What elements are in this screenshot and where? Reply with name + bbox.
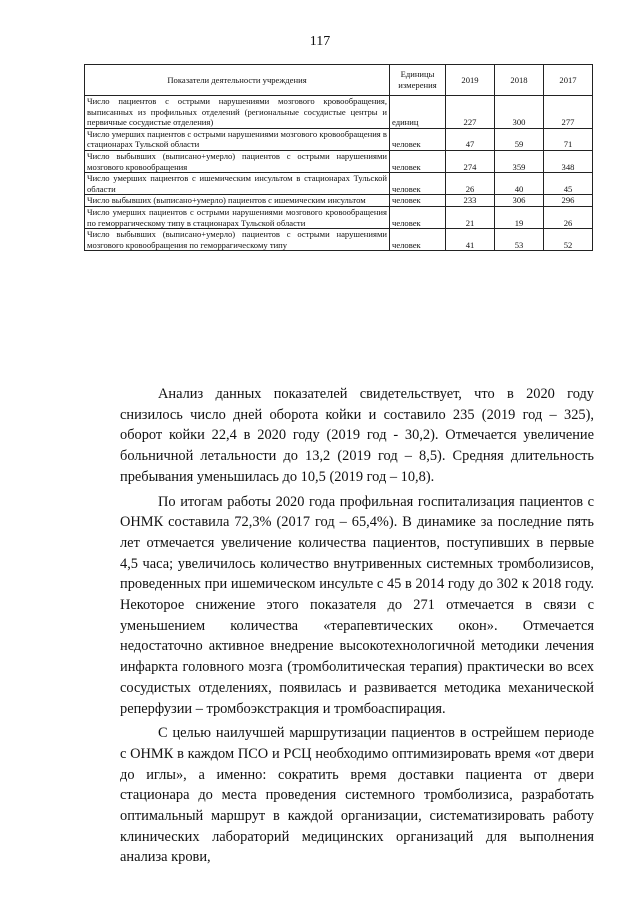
value-2019-cell: 21 [446,206,495,228]
table-row [85,195,593,207]
header-2019: 2019 [446,65,495,96]
indicator-cell: Число умерших пациентов с острыми нарушениями мозгового кровообращения в стационарах Тульской области [85,128,390,150]
indicators-table [84,64,593,251]
indicator-cell: Число пациентов с острыми нарушениями мозгового кровообращения, выписанных из профильных отделений (региональные сосудистые центры и первичные сосудистые отделения) [85,96,390,129]
value-2019-cell: 26 [446,173,495,195]
value-2017-cell: 26 [544,206,593,228]
table-row [85,128,593,150]
indicator-cell: Число умерших пациентов с ишемическим инсультом в стационарах Тульской области [85,173,390,195]
value-2017-cell: 348 [544,150,593,172]
unit-cell: человек [390,150,446,172]
table-header-row [85,65,593,96]
table-row [85,150,593,172]
indicator-cell: Число выбывших (выписано+умерло) пациентов с острыми нарушениями мозгового кровообращения [85,150,390,172]
paragraph: По итогам работы 2020 года профильная госпитализация пациентов с ОНМК составила 72,3% (2017 год – 65,4%). В динамике за последние пять лет отмечается увеличение количества пациентов, поступивших в первые 4,5 часа; увеличилось количество внутривенных системных тромболизисов, проведенных при ишемическом инсульте с 45 в 2014 году до 302 к 2018 году. Некоторое снижение этого показателя до 271 отмечается в связи с уменьшением количества «терапевтических окон». Отмечается недостаточно активное внедрение высокотехнологичной методики лечения инфаркта головного мозга (тромболитическая терапия) практически во всех сосудистых отделениях, появилась и развивается методика механической реперфузии – тромбоэкстракция и тромбоаспирация. [120,493,594,717]
table-row [85,173,593,195]
value-2017-cell: 296 [544,195,593,207]
value-2018-cell: 59 [495,128,544,150]
value-2017-cell: 71 [544,128,593,150]
header-2018: 2018 [495,65,544,96]
value-2018-cell: 359 [495,150,544,172]
value-2018-cell: 19 [495,206,544,228]
value-2018-cell: 306 [495,195,544,207]
table-row [85,206,593,228]
paragraph: Анализ данных показателей свидетельствует, что в 2020 году снизилось число дней оборота койки и составило 235 (2019 год – 325), оборот койки 22,4 в 2020 году (2019 год - 30,2). Отмечается увеличение больничной летальности до 13,2 (2019 год – 8,5). Средняя длительность пребывания уменьшилась до 10,5 (2019 год – 10,8). [120,386,594,485]
paragraph: С целью наилучшей маршрутизации пациентов в острейшем периоде с ОНМК в каждом ПСО и РСЦ необходимо оптимизировать время «от двери до иглы», а именно: сократить время доставки пациента от двери стационара до места проведения системного тромболизиса, разработать оптимальный маршрут в каждой организации, систематизировать работу клинических лабораторий медицинских организаций для выполнения анализа крови, [120,725,594,866]
value-2018-cell: 53 [495,229,544,251]
value-2019-cell: 233 [446,195,495,207]
value-2018-cell: 40 [495,173,544,195]
table-row [85,96,593,129]
page-number: 117 [309,34,331,49]
header-unit: Единицы измерения [390,65,446,96]
unit-cell: человек [390,195,446,207]
value-2017-cell: 45 [544,173,593,195]
value-2018-cell: 300 [495,96,544,129]
unit-cell: человек [390,229,446,251]
value-2019-cell: 227 [446,96,495,129]
value-2017-cell: 277 [544,96,593,129]
unit-cell: человек [390,206,446,228]
indicator-cell: Число выбывших (выписано+умерло) пациентов с ишемическим инсультом [85,195,390,207]
indicator-cell: Число умерших пациентов с острыми нарушениями мозгового кровообращения по геморрагическому типу в стационарах Тульской области [85,206,390,228]
indicator-cell: Число выбывших (выписано+умерло) пациентов с острыми нарушениями мозгового кровообращения по геморрагическому типу [85,229,390,251]
unit-cell: человек [390,173,446,195]
value-2017-cell: 52 [544,229,593,251]
body-text [120,384,594,868]
unit-cell: единиц [390,96,446,129]
header-2017: 2017 [544,65,593,96]
table-row [85,229,593,251]
value-2019-cell: 41 [446,229,495,251]
header-indicator: Показатели деятельности учреждения [85,65,390,96]
value-2019-cell: 47 [446,128,495,150]
unit-cell: человек [390,128,446,150]
value-2019-cell: 274 [446,150,495,172]
